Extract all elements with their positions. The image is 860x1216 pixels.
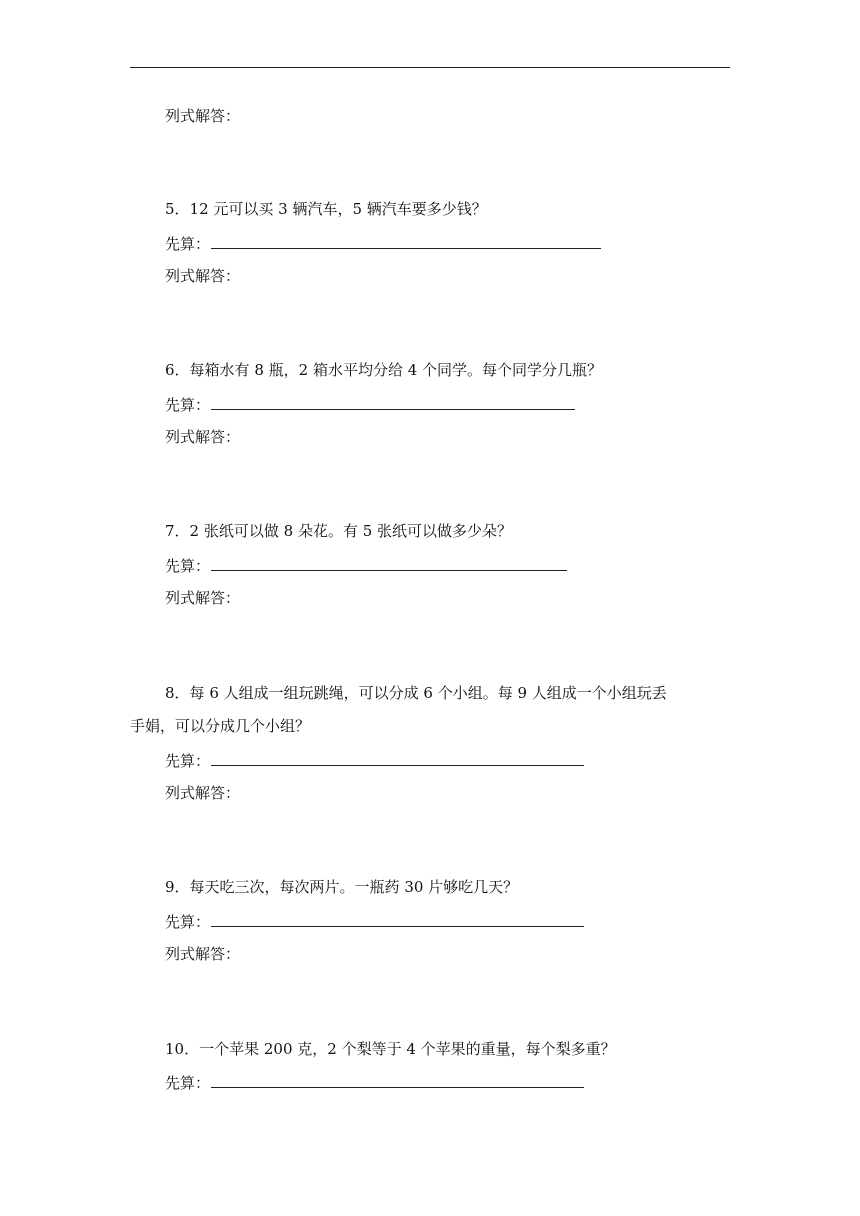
answer-label: 列式解答： bbox=[165, 107, 241, 125]
problem-text: 一个苹果 200 克，2 个梨等于 4 个苹果的重量，每个梨多重？ bbox=[199, 1040, 616, 1058]
problem-number: 6． bbox=[165, 361, 190, 379]
first-calc-line: 先算： bbox=[165, 555, 567, 576]
answer-blank[interactable] bbox=[211, 1072, 584, 1088]
answer-blank[interactable] bbox=[211, 750, 584, 766]
first-calc-line: 先算： bbox=[165, 911, 584, 932]
answer-label: 列式解答： bbox=[165, 945, 241, 963]
problem-text: 2 张纸可以做 8 朵花。有 5 张纸可以做多少朵？ bbox=[189, 522, 513, 540]
problem-number: 7． bbox=[165, 522, 190, 540]
problem-7 bbox=[165, 521, 512, 541]
problem-5 bbox=[165, 199, 487, 219]
problem-6 bbox=[165, 360, 602, 380]
problem-9 bbox=[165, 877, 518, 897]
answer-label: 列式解答： bbox=[165, 589, 241, 607]
problem-8 bbox=[165, 683, 667, 703]
problem-text: 每箱水有 8 瓶，2 箱水平均分给 4 个同学。每个同学分几瓶？ bbox=[189, 361, 603, 379]
answer-label: 列式解答： bbox=[165, 428, 241, 446]
problem-number: 5． bbox=[165, 200, 190, 218]
problem-text: 每 6 人组成一组玩跳绳，可以分成 6 个小组。每 9 人组成一个小组玩丢 bbox=[189, 684, 667, 702]
problem-number: 9． bbox=[165, 878, 190, 896]
answer-label: 列式解答： bbox=[165, 267, 241, 285]
first-calc-line: 先算： bbox=[165, 233, 601, 254]
answer-label: 列式解答： bbox=[165, 784, 241, 802]
problem-number: 10． bbox=[165, 1040, 200, 1058]
problem-number: 8． bbox=[165, 684, 190, 702]
problem-10 bbox=[165, 1039, 616, 1059]
first-calc-line: 先算： bbox=[165, 1072, 584, 1093]
problem-text: 每天吃三次，每次两片。一瓶药 30 片够吃几天？ bbox=[189, 878, 519, 896]
answer-blank[interactable] bbox=[211, 911, 584, 927]
first-calc-line: 先算： bbox=[165, 750, 584, 771]
answer-blank[interactable] bbox=[211, 394, 575, 410]
problem-8-continuation: 手娟，可以分成几个小组？ bbox=[130, 717, 311, 735]
first-calc-line: 先算： bbox=[165, 394, 575, 415]
header-rule bbox=[130, 67, 730, 68]
problem-text: 12 元可以买 3 辆汽车，5 辆汽车要多少钱？ bbox=[189, 200, 487, 218]
answer-blank[interactable] bbox=[211, 233, 601, 249]
answer-blank[interactable] bbox=[211, 555, 567, 571]
